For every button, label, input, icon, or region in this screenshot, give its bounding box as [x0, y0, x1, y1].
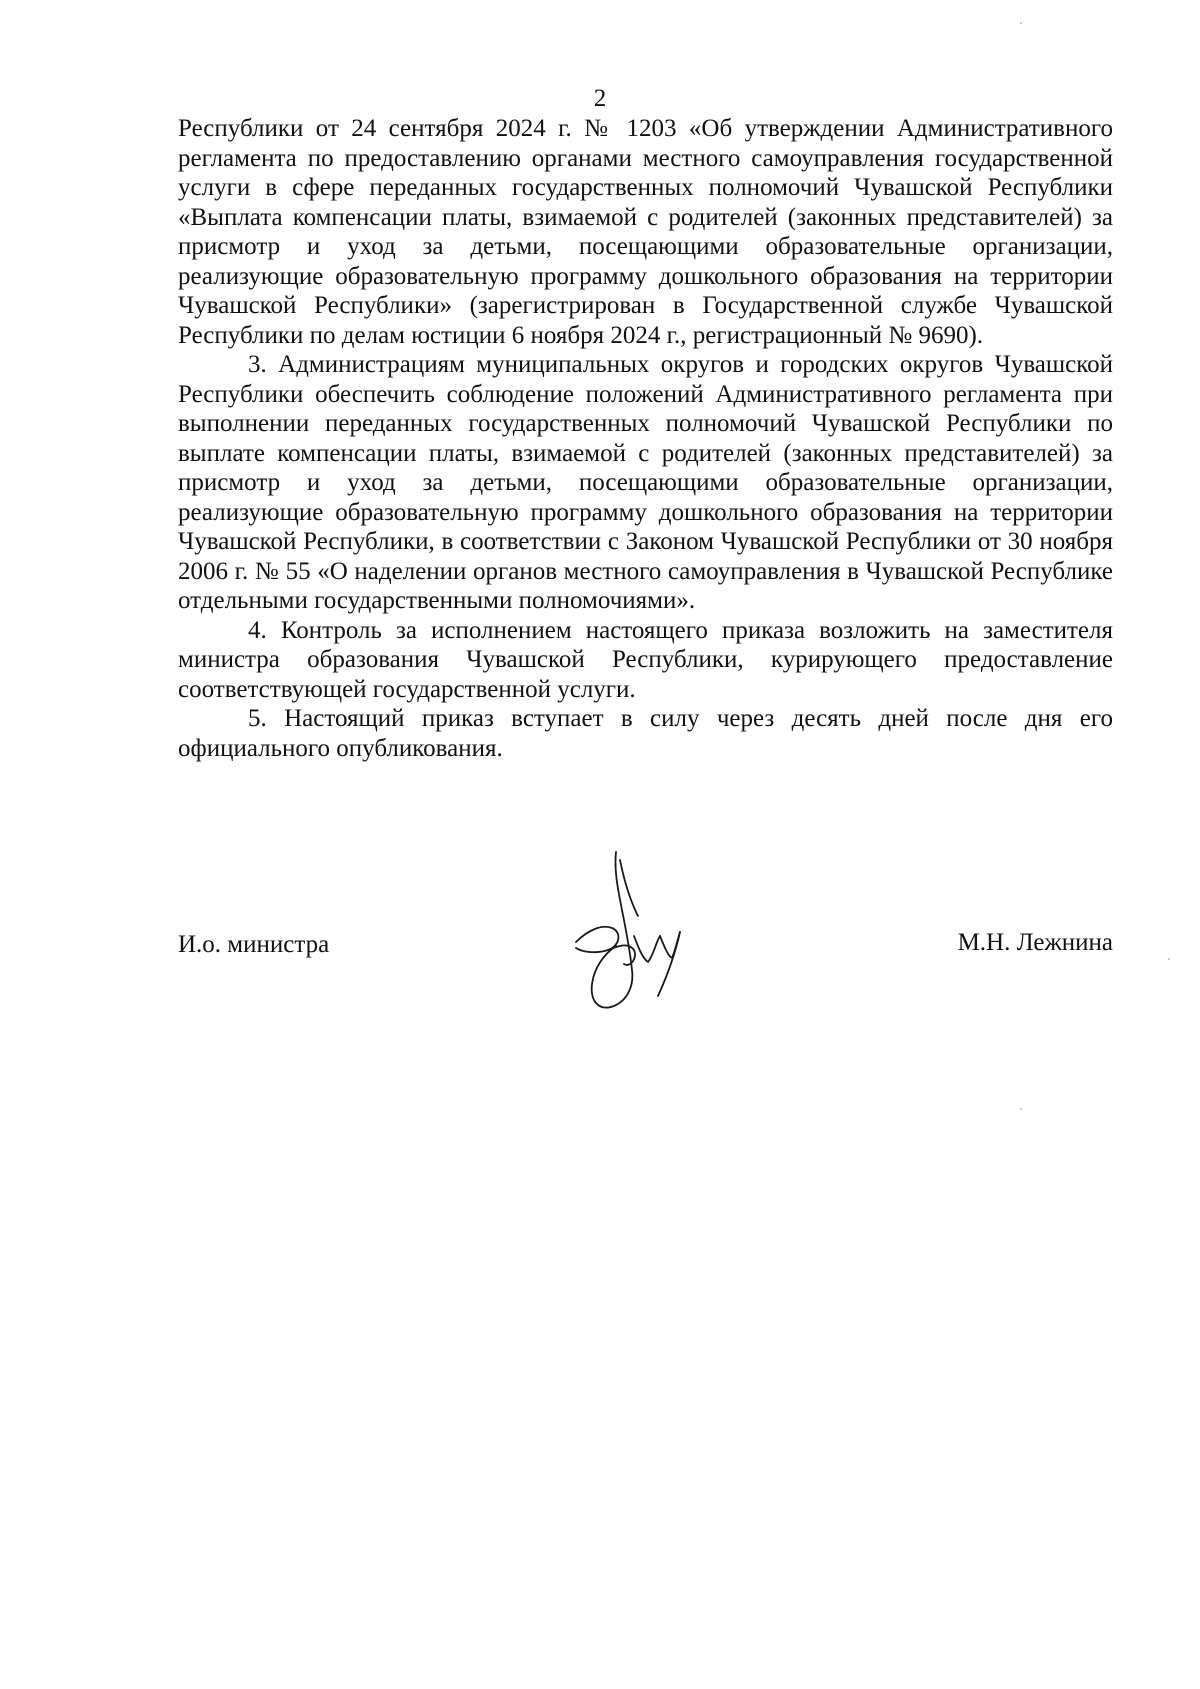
paragraph-item-4: 4. Контроль за исполнением настоящего приказа возложить на заместителя министра образования Чувашской Республики, курирующего предоставление соответствующей государственной услуги. — [178, 616, 1113, 703]
paragraph-item-3: 3. Администрациям муниципальных округов и городских округов Чувашской Республики обеспечить соблюдение положений Административного регламента при выполнении переданных государственных полномочий Чувашской Республики по выплате компенсации платы, взимаемой с родителей (законных представителей) за присмотр и уход за детьми, посещающими образовательные организации, реализующие образовательную программу дошкольного образования на территории Чувашской Республики, в соответствии с Законом Чувашской Республики от 30 ноября 2006 г. № 55 «О наделении органов местного самоуправления в Чувашской Республике отдельными государственными полномочиями». — [178, 351, 1113, 614]
signatory-role: И.о. министра — [178, 931, 330, 958]
signature-block — [178, 930, 1113, 1070]
document-body — [178, 114, 1113, 763]
paragraph-continuation: Республики от 24 сентября 2024 г. № 1203 «Об утверждении Административного регламента по предоставлению органами местного самоуправления государственной услуги в сфере переданных государственных полномочий Чувашской Республики «Выплата компенсации платы, взимаемой с родителей (законных представителей) за присмотр и уход за детьми, посещающими образовательные организации, реализующие образовательную программу дошкольного образования на территории Чувашской Республики» (зарегистрирован в Государственной службе Чувашской Республики по делам юстиции 6 ноября 2024 г., регистрационный № 9690). — [178, 115, 1113, 349]
handwritten-signature — [568, 850, 698, 1020]
page-number: 2 — [593, 85, 607, 112]
signatory-name: М.Н. Лежнина — [957, 929, 1113, 956]
paragraph-item-5: 5. Настоящий приказ вступает в силу через десять дней после дня его официального опубликования. — [178, 705, 1113, 762]
scan-speck — [1168, 958, 1170, 960]
scan-speck — [1020, 1108, 1022, 1110]
scan-speck — [1020, 22, 1022, 24]
